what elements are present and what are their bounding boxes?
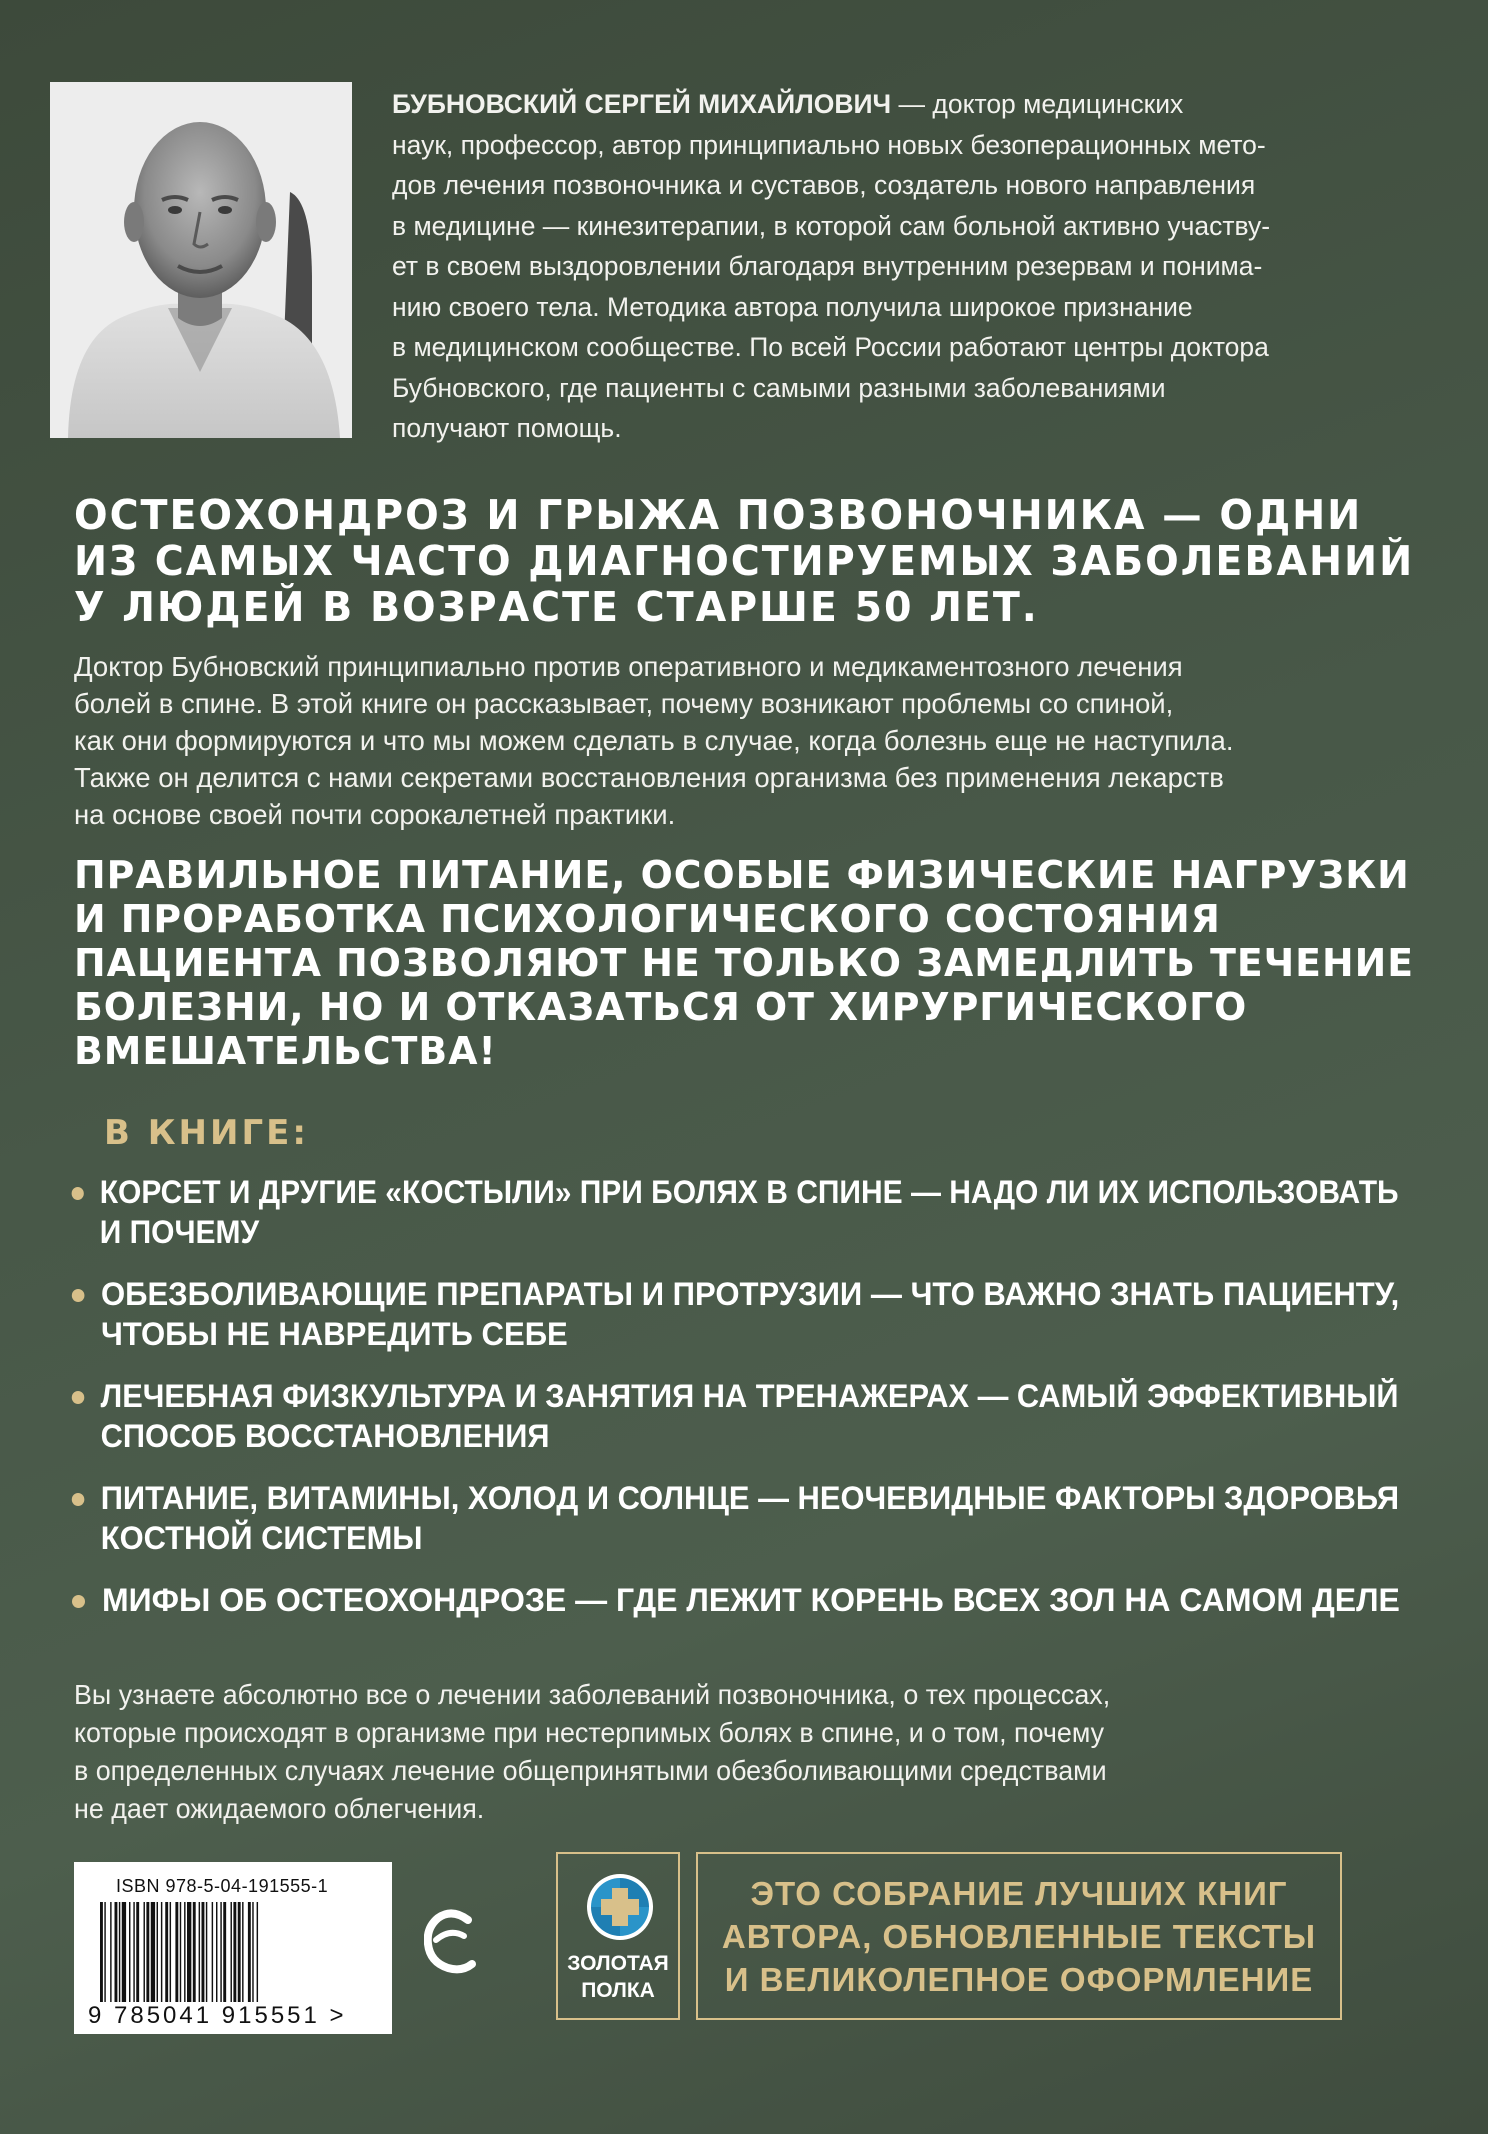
- second-headline: [74, 853, 1415, 1074]
- intro-line: на основе своей почти сорокалетней практики.: [74, 799, 676, 830]
- list-item: ЛЕЧЕБНАЯ ФИЗКУЛЬТУРА И ЗАНЯТИЯ НА ТРЕНАЖЕРАХ — САМЫЙ ЭФФЕКТИВНЫЙ СПОСОБ ВОССТАНОВЛЕНИЯ: [66, 1376, 1345, 1456]
- slogan-line: АВТОРА, ОБНОВЛЕННЫЕ ТЕКСТЫ: [721, 1917, 1317, 1955]
- headline-line: ОСТЕОХОНДРОЗ И ГРЫЖА ПОЗВОНОЧНИКА — ОДНИ: [74, 491, 1363, 539]
- headline2-line: И ПРОРАБОТКА ПСИХОЛОГИЧЕСКОГО СОСТОЯНИЯ: [74, 897, 1221, 942]
- bullet-icon: [72, 1391, 85, 1404]
- list-item: ПИТАНИЕ, ВИТАМИНЫ, ХОЛОД И СОЛНЦЕ — НЕОЧЕВИДНЫЕ ФАКТОРЫ ЗДОРОВЬЯ КОСТНОЙ СИСТЕМЫ: [66, 1478, 1349, 1558]
- medical-cross-icon: [585, 1872, 655, 1942]
- slogan-line: И ВЕЛИКОЛЕПНОЕ ОФОРМЛЕНИЕ: [724, 1960, 1314, 1998]
- intro-line: Также он делится с нами секретами восстановления организма без применения лекарств: [74, 762, 1224, 793]
- eksmo-logo-icon: [424, 1906, 480, 1978]
- series-badge: [556, 1852, 680, 2020]
- closing-line: которые происходят в организме при нестерпимых болях в спине, и о том, почему: [74, 1717, 1105, 1748]
- bullet-icon: [72, 1595, 85, 1608]
- barcode-block: [74, 1862, 392, 2034]
- list-item: МИФЫ ОБ ОСТЕОХОНДРОЗЕ — ГДЕ ЛЕЖИТ КОРЕНЬ ВСЕХ ЗОЛ НА САМОМ ДЕЛЕ: [66, 1580, 1396, 1620]
- headline-line: ИЗ САМЫХ ЧАСТО ДИАГНОСТИРУЕМЫХ ЗАБОЛЕВАНИЙ: [74, 537, 1415, 585]
- author-name: БУБНОВСКИЙ СЕРГЕЙ МИХАЙЛОВИЧ: [392, 89, 892, 119]
- author-photo: [50, 82, 352, 438]
- intro-line: Доктор Бубновский принципиально против оперативного и медикаментозного лечения: [74, 651, 1183, 682]
- bullet-icon: [72, 1187, 84, 1200]
- series-badge-label: ЗОЛОТАЯ ПОЛКА: [567, 1952, 669, 2002]
- headline2-line: ПАЦИЕНТА ПОЗВОЛЯЮТ НЕ ТОЛЬКО ЗАМЕДЛИТЬ ТЕЧЕНИЕ: [74, 941, 1415, 986]
- bullet-icon: [72, 1493, 85, 1506]
- slogan-box: [696, 1852, 1342, 2020]
- bio-line: нию своего тела. Методика автора получила широкое признание: [392, 291, 1193, 322]
- closing-line: не дает ожидаемого облегчения.: [74, 1793, 485, 1824]
- in-book-title: В КНИГЕ:: [104, 1113, 309, 1153]
- bio-line: наук, профессор, автор принципиально новых безоперационных мето-: [392, 129, 1266, 160]
- bio-line: — доктор медицинских: [891, 89, 1184, 119]
- headline2-line: ВМЕШАТЕЛЬСТВА!: [74, 1029, 497, 1074]
- headline2-line: БОЛЕЗНИ, НО И ОТКАЗАТЬСЯ ОТ ХИРУРГИЧЕСКОГО: [74, 985, 1248, 1030]
- main-headline: [74, 491, 1415, 631]
- slogan-line: ЭТО СОБРАНИЕ ЛУЧШИХ КНИГ: [750, 1874, 1288, 1912]
- in-book-list: [66, 1172, 1400, 1642]
- headline2-line: ПРАВИЛЬНОЕ ПИТАНИЕ, ОСОБЫЕ ФИЗИЧЕСКИЕ НАГРУЗКИ: [74, 853, 1410, 898]
- intro-line: как они формируются и что мы можем сделать в случае, когда болезнь еще не наступила.: [74, 725, 1234, 756]
- author-bio: [392, 84, 1402, 449]
- list-item: ОБЕЗБОЛИВАЮЩИЕ ПРЕПАРАТЫ И ПРОТРУЗИИ — ЧТО ВАЖНО ЗНАТЬ ПАЦИЕНТУ, ЧТОБЫ НЕ НАВРЕДИТЬ СЕБЕ: [66, 1274, 1357, 1354]
- intro-line: болей в спине. В этой книге он рассказывает, почему возникают проблемы со спиной,: [74, 688, 1174, 719]
- list-item: КОРСЕТ И ДРУГИЕ «КОСТЫЛИ» ПРИ БОЛЯХ В СПИНЕ — НАДО ЛИ ИХ ИСПОЛЬЗОВАТЬ И ПОЧЕМУ: [66, 1172, 1312, 1252]
- bio-line: в медицине — кинезитерапии, в которой сам больной активно участву-: [392, 210, 1271, 241]
- intro-paragraph: [74, 648, 1404, 833]
- bio-line: ет в своем выздоровлении благодаря внутренним резервам и понима-: [392, 251, 1263, 281]
- isbn-text: ISBN 978-5-04-191555-1: [116, 1876, 329, 1896]
- bullet-icon: [72, 1289, 85, 1302]
- bio-line: получают помощь.: [392, 413, 622, 443]
- closing-line: в определенных случаях лечение общепринятыми обезболивающими средствами: [74, 1755, 1107, 1786]
- bio-line: в медицинском сообществе. По всей России работают центры доктора: [392, 332, 1269, 362]
- barcode-digits: 9 785041 915551 >: [88, 2002, 347, 2029]
- closing-paragraph: [74, 1676, 1373, 1828]
- barcode-icon: [100, 1902, 368, 2002]
- headline-line: У ЛЮДЕЙ В ВОЗРАСТЕ СТАРШЕ 50 ЛЕТ.: [74, 583, 1039, 631]
- closing-line: Вы узнаете абсолютно все о лечении заболеваний позвоночника, о тех процессах,: [74, 1679, 1111, 1710]
- bio-line: дов лечения позвоночника и суставов, создатель нового направления: [392, 170, 1256, 200]
- bio-line: Бубновского, где пациенты с самыми разными заболеваниями: [392, 372, 1166, 403]
